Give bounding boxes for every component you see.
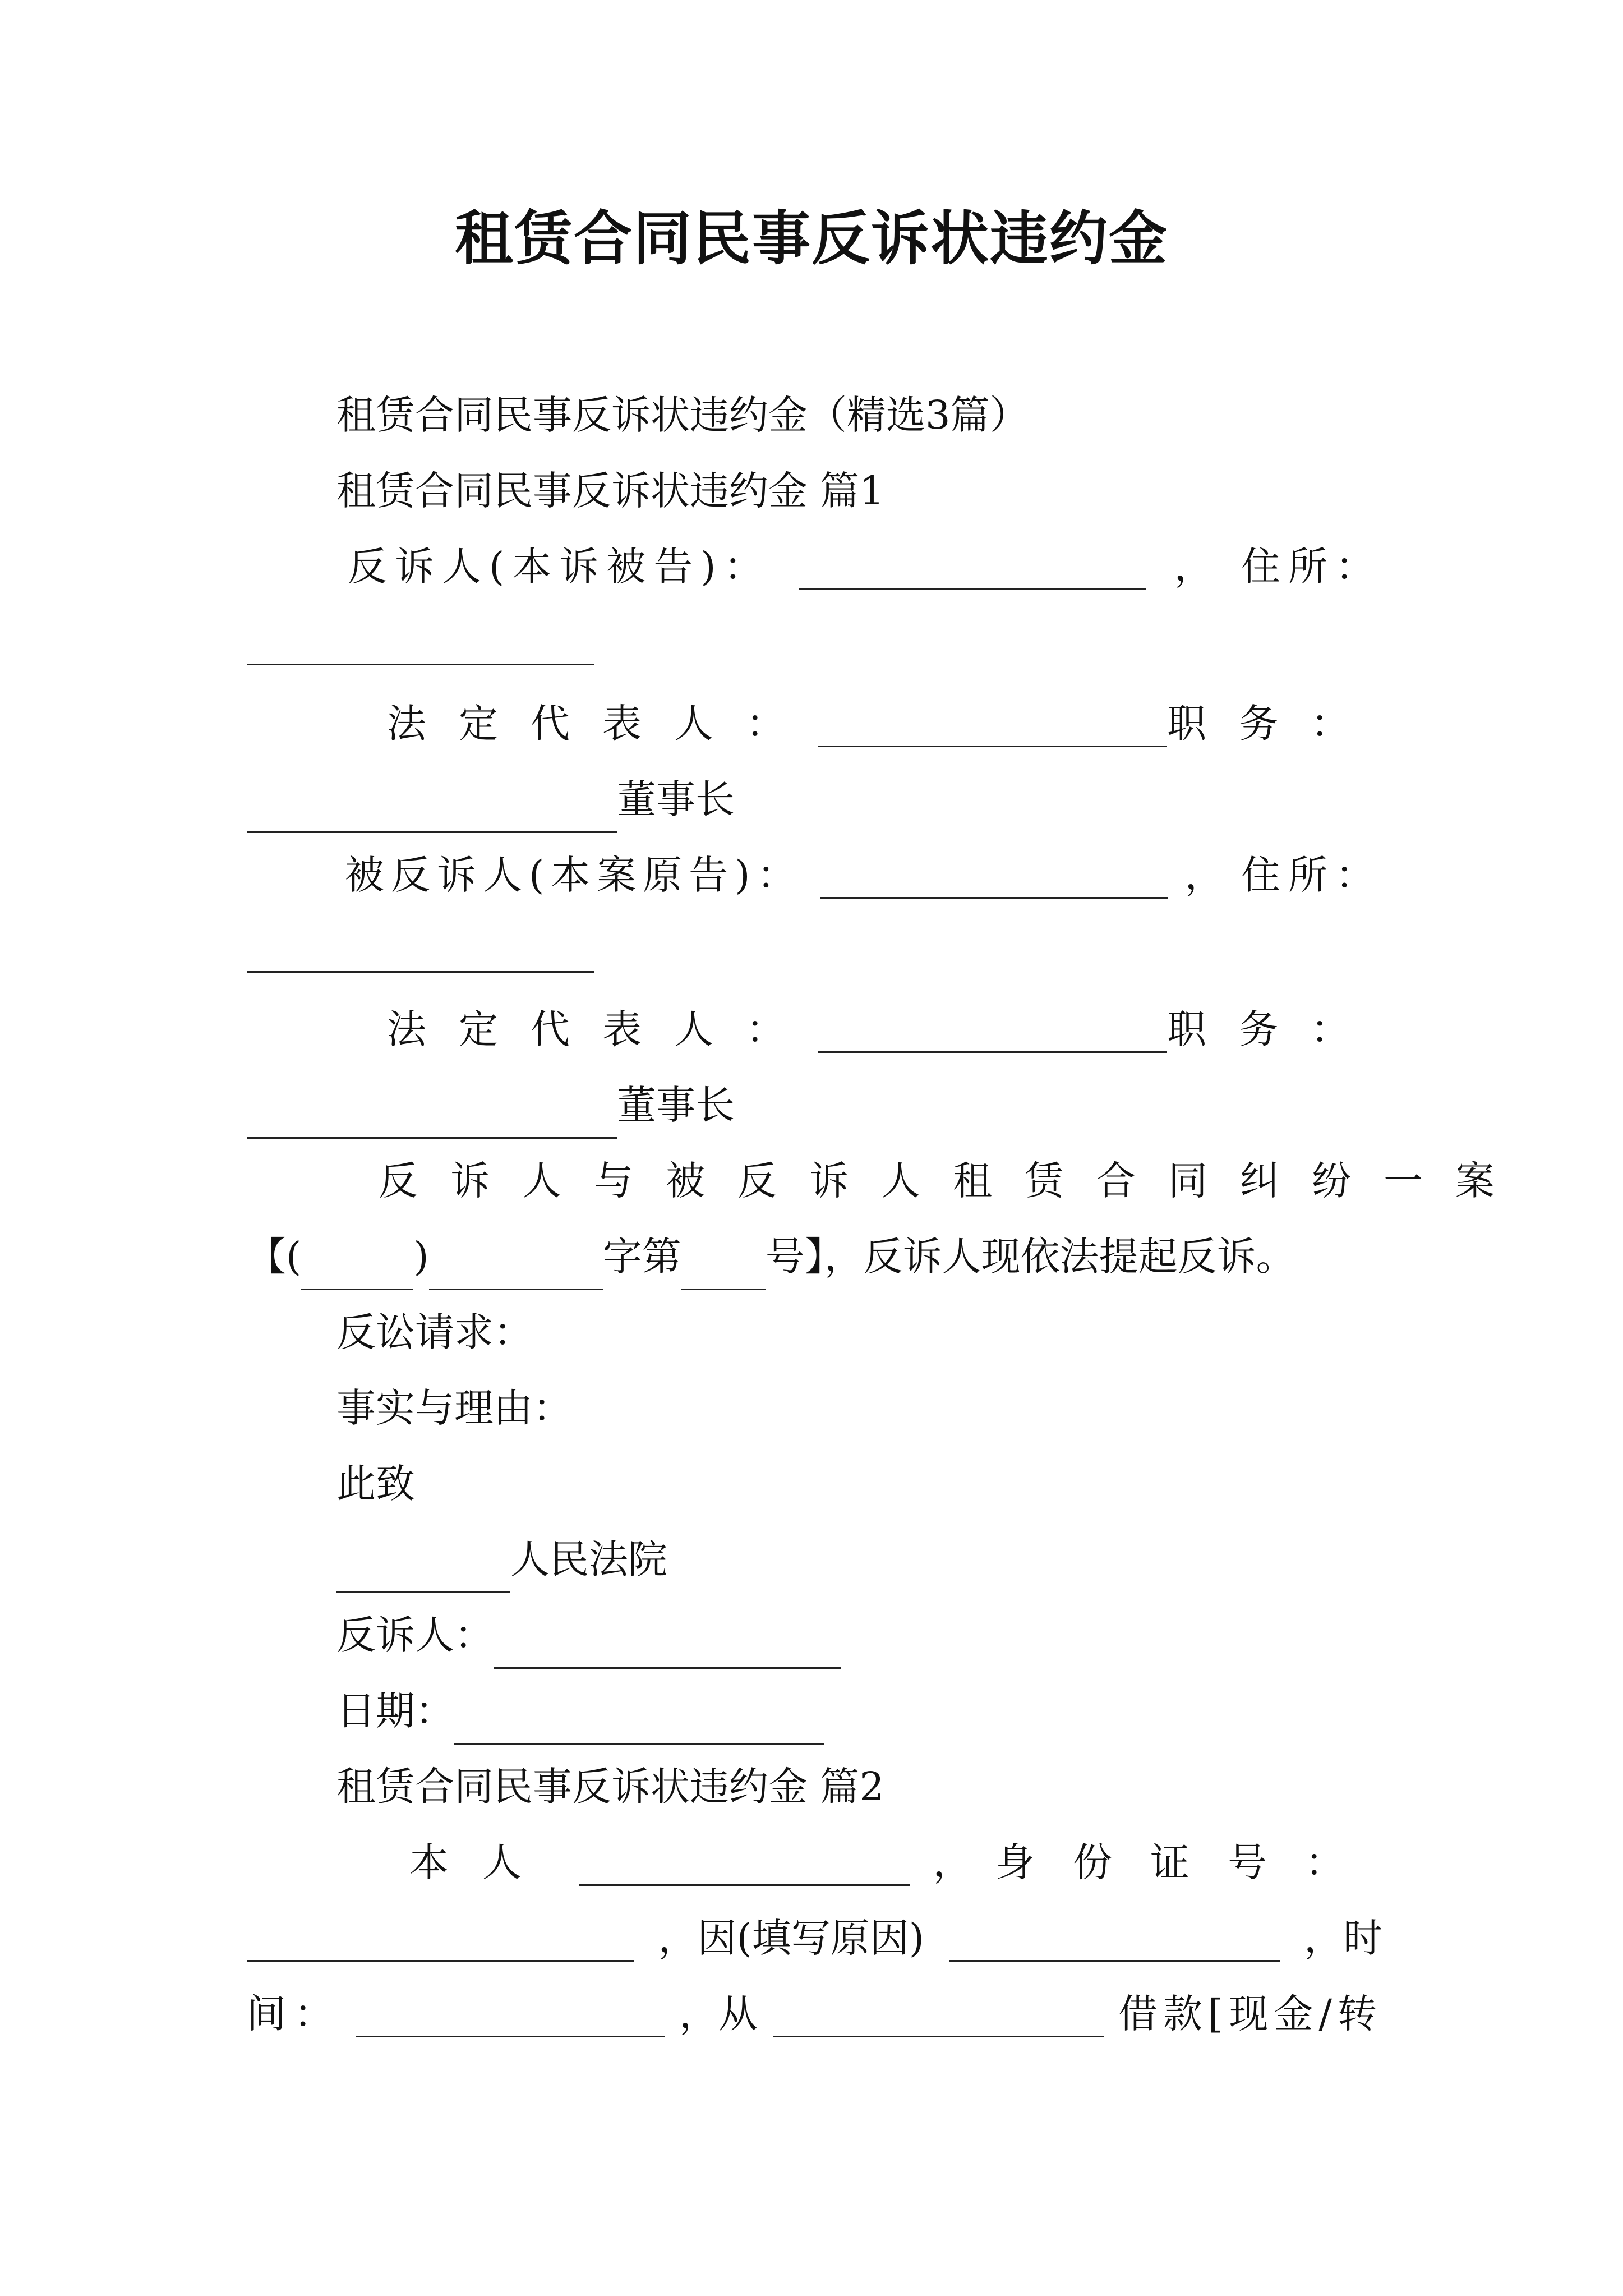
case-close: ) [413,1234,429,1280]
residence-label: 住所： [1241,852,1382,898]
chairman-text: 董事长 [617,1082,735,1128]
date-blank[interactable] [454,1698,824,1745]
residence-blank-1[interactable] [247,662,594,665]
residence-blank-2[interactable] [247,969,594,973]
position-blank-1[interactable] [247,786,617,833]
intro-line: 租赁合同民事反诉状违约金（精选3篇） [336,392,1029,438]
part1-heading: 租赁合同民事反诉状违约金 篇1 [336,468,884,514]
case-code-blank[interactable] [429,1244,603,1290]
self-name-blank[interactable] [579,1839,910,1886]
case-open: 【( [247,1234,302,1280]
counter-defendant-row [345,841,1382,909]
time-blank[interactable] [356,1991,665,2037]
claims-heading: 反讼请求： [336,1309,533,1355]
legal-rep-row-1 [387,690,1382,757]
case-year-blank[interactable] [301,1244,413,1290]
legal-rep-blank-2[interactable] [818,1006,1167,1053]
counter-plaintiff-row [348,533,1382,600]
signer-row [336,1602,841,1669]
signer-blank[interactable] [494,1622,841,1669]
borrow-text: 借款[现金/转 [1118,1991,1382,2037]
court-text: 人民法院 [510,1536,667,1582]
signer-label: 反诉人： [336,1612,494,1658]
time-comma: ，时 [1303,1915,1382,1961]
position-row-2 [247,1071,735,1139]
residence-label: 住所： [1241,544,1382,590]
chairman-text: 董事长 [617,776,735,822]
counter-plaintiff-name-blank[interactable] [799,544,1146,590]
case-line-b [247,1223,1295,1290]
facts-heading: 事实与理由： [336,1385,572,1431]
time-label: 间： [247,1991,341,2037]
counter-defendant-name-blank[interactable] [820,852,1168,899]
court-name-blank[interactable] [336,1547,510,1593]
reason-blank[interactable] [949,1915,1280,1962]
position-label: 职务： [1167,701,1382,747]
salutation: 此致 [336,1461,415,1507]
position-label: 职务： [1167,1006,1382,1052]
reason-text: ，因(填写原因) [658,1915,925,1961]
date-row [336,1677,824,1745]
counter-defendant-label: 被反诉人(本案原告)： [345,852,803,898]
case-hao: 号】，反诉人现依法提起反诉。 [765,1234,1295,1280]
self-label: 本人 [409,1839,555,1885]
from-text: ，从 [679,1991,758,2037]
case-number-blank[interactable] [681,1244,766,1290]
case-line-a: 反诉人与被反诉人租赁合同纠纷一案 [379,1158,1527,1204]
date-label: 日期： [336,1688,454,1734]
legal-rep-row-2 [387,996,1382,1063]
court-row [336,1526,667,1593]
position-row-1 [247,766,735,833]
counter-plaintiff-label: 反诉人(本诉被告)： [348,544,771,590]
document-title: 租赁合同民事反诉状违约金 [454,204,1168,273]
position-blank-2[interactable] [247,1092,617,1139]
id-label: 身份证号： [995,1839,1382,1885]
comma: ， [1174,544,1214,590]
case-zi: 字第 [602,1234,681,1280]
legal-rep-label: 法定代表人： [387,701,818,747]
comma: ， [1184,852,1224,898]
part2-heading: 租赁合同民事反诉状违约金 篇2 [336,1764,884,1810]
reason-row [247,1904,1382,1972]
time-row [247,1980,1382,2047]
id-number-blank[interactable] [247,1915,634,1962]
lender-blank[interactable] [773,1991,1104,2037]
self-row [409,1829,1382,1896]
legal-rep-blank-1[interactable] [818,701,1167,747]
comma: ， [933,1839,972,1885]
legal-rep-label: 法定代表人： [387,1006,818,1052]
